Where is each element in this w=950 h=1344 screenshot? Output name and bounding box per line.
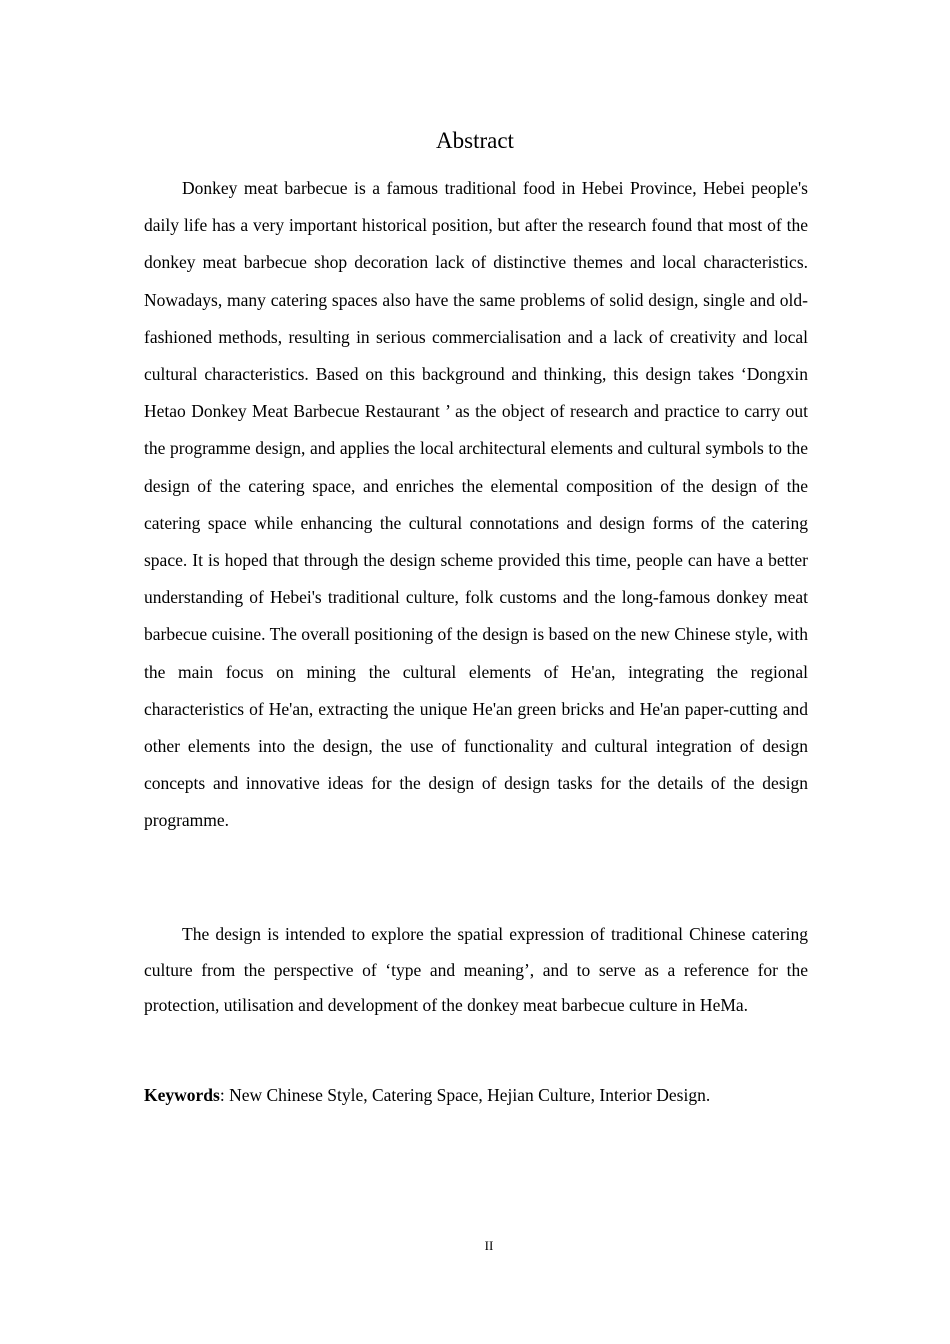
abstract-title: Abstract bbox=[436, 128, 514, 153]
keywords-text: : New Chinese Style, Catering Space, Hejian Culture, Interior Design. bbox=[219, 1085, 711, 1105]
keywords-label: Keywords bbox=[144, 1085, 220, 1105]
page-number: II bbox=[484, 1238, 494, 1253]
abstract-paragraph-1: Donkey meat barbecue is a famous traditional food in Hebei Province, Hebei people's daily life has a very important historical position, but after the research found that most of the donkey meat barbecue shop decoration lack of distinctive themes and local characteristics. Nowadays, many catering spaces also have the same problems of solid design, single and old-fashioned methods, resulting in serious commercialisation and a lack of creativity and local cultural characteristics. Based on this background and thinking, this design takes ‘Dongxin Hetao Donkey Meat Barbecue Restaurant ’ as the object of research and practice to carry out the programme design, and applies the local architectural elements and cultural symbols to the design of the catering space, and enriches the elemental composition of the design of the catering space while enhancing the cultural connotations and design forms of the catering space. It is hoped that through the design scheme provided this time, people can have a better understanding of Hebei's traditional culture, folk customs and the long-famous donkey meat barbecue cuisine. The overall positioning of the design is based on the new Chinese style, with the main focus on mining the cultural elements of He'an, integrating the regional characteristics of He'an, extracting the unique He'an green bricks and He'an paper-cutting and other elements into the design, the use of functionality and cultural integration of design concepts and innovative ideas for the design of design tasks for the details of the design programme. bbox=[144, 178, 808, 831]
keywords-line bbox=[144, 1078, 824, 1112]
abstract-paragraph-2: The design is intended to explore the spatial expression of traditional Chinese catering culture from the perspective of ‘type and meaning’, and to serve as a reference for the protection, utilisation and development of the donkey meat barbecue culture in HeMa. bbox=[144, 924, 808, 1016]
